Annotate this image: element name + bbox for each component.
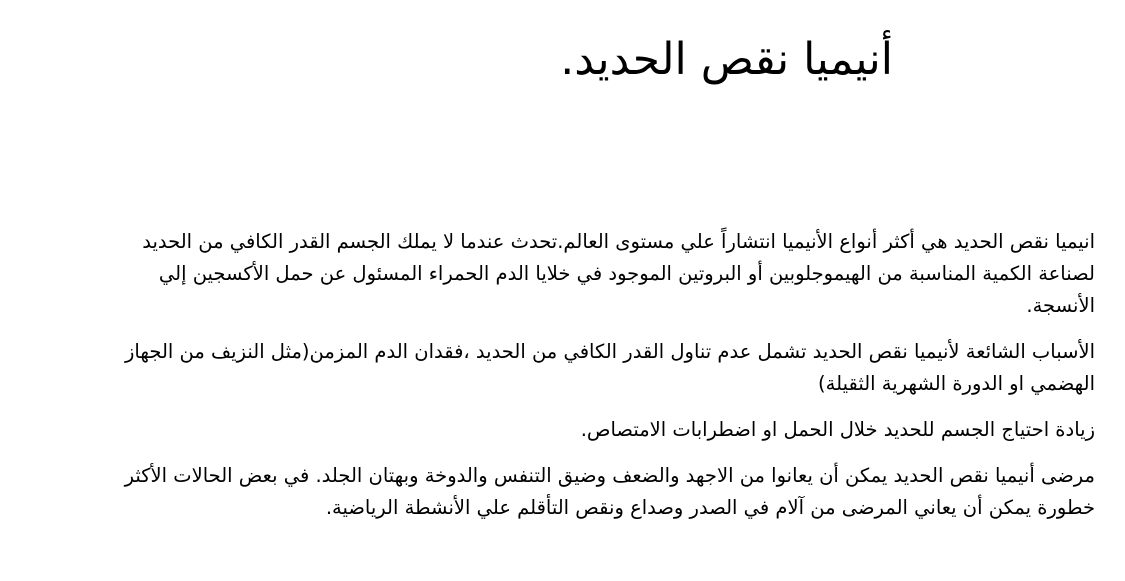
paragraph-increased-need: زيادة احتياج الجسم للحديد خلال الحمل او اضطرابات الامتصاص.: [580, 418, 1095, 441]
paragraph-symptoms: مرضى أنيميا نقص الحديد يمكن أن يعانوا من الاجهد والضعف وضيق التنفس والدوخة وبهتان الجلد. في بعض الحالات الأكثر خطورة يمكن أن يعاني المرضى من آلام في الصدر وصداع ونقص التأقلم علي الأنشطة الرياضية.: [124, 464, 1095, 519]
paragraph-definition: انيميا نقص الحديد هي أكثر أنواع الأنيميا انتشاراً علي مستوى العالم.تحدث عندما لا يملك الجسم القدر الكافي من الحديد لصناعة الكمية المناسبة من الهيموجلوبين أو البروتين الموجود في خلايا الدم الحمراء المسئول عن حمل الأكسجين إلي الأنسجة.: [142, 230, 1095, 317]
document-title: أنيميا نقص الحديد.: [560, 34, 893, 85]
paragraph-causes: الأسباب الشائعة لأنيميا نقص الحديد تشمل عدم تناول القدر الكافي من الحديد ،فقدان الدم المزمن(مثل النزيف من الجهاز الهضمي او الدورة الشهرية الثقيلة): [125, 340, 1095, 395]
document-body: [95, 226, 1095, 538]
